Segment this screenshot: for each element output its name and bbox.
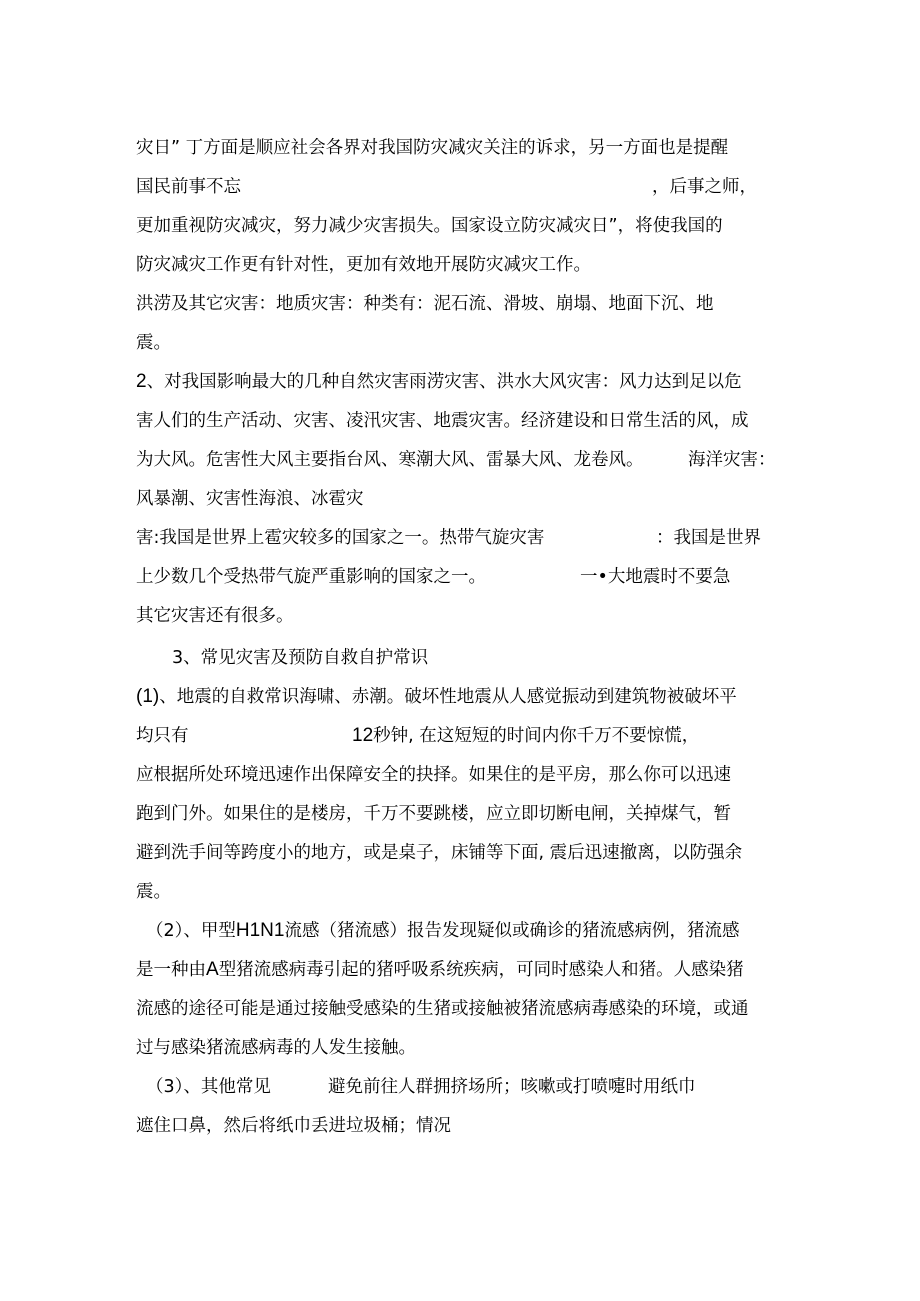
- text-line: [136, 958, 744, 982]
- text-span: （2）、甲型: [146, 921, 236, 941]
- text-line: [328, 1075, 696, 1099]
- text-span: 型猪流感病毒引起的猪呼吸系统疾病，可同时感染人和猪。人感染猪: [218, 960, 744, 980]
- text-line: [136, 802, 731, 826]
- text-line: [136, 175, 241, 199]
- text-span: 海洋灾害：: [688, 450, 776, 470]
- section-number: (1): [136, 686, 160, 707]
- text-span: 防灾减灾工作更有针对性，更加有效地开展防灾减灾工作。: [136, 255, 591, 275]
- text-line: [136, 724, 189, 748]
- text-line: [136, 292, 714, 316]
- text-line: [136, 997, 749, 1021]
- text-span: 洪涝及其它灾害：地质灾害：种类有：泥石流、滑坡、崩塌、地面下沉、地: [136, 294, 714, 314]
- text-span: ，后事之师，: [652, 177, 757, 197]
- text-line: [136, 685, 737, 709]
- text-line: [136, 214, 723, 238]
- text-span: 震。: [136, 333, 171, 353]
- text-span: 害人们的生产活动、灾害、凌汛灾害、地震灾害。经济建设和日常生活的风，成: [136, 411, 749, 431]
- text-line: [136, 136, 728, 160]
- text-line: [136, 409, 749, 433]
- text-line: [136, 604, 294, 628]
- text-span: 、对我国影响最大的几种自然灾害雨涝灾害、洪水大风灾害：风力达到足以危: [146, 372, 742, 392]
- text-span: 流感（猪流感）报告发现疑似或确诊的猪流感病例，猪流感: [284, 921, 740, 941]
- text-line: [136, 841, 742, 865]
- text-span: 其它灾害还有很多。: [136, 606, 294, 626]
- text-line: [146, 919, 739, 943]
- text-span: 均只有: [136, 726, 189, 746]
- text-span: 更加重视防灾减灾，努力减少灾害损失。国家设立防灾减灾日”，将使我国的: [136, 216, 723, 236]
- text-span: 、地震的自救常识海啸、赤潮。破坏性地震从人感觉振动到建筑物被破坏平: [159, 687, 737, 707]
- text-line: [136, 880, 171, 904]
- text-span: 是一种由: [136, 960, 206, 980]
- text-line: [652, 175, 757, 199]
- text-line: [656, 526, 761, 550]
- text-line: [136, 526, 544, 550]
- text-line: [136, 565, 486, 589]
- text-line: [688, 448, 776, 472]
- text-span: 秒钟, 在这短短的时间内你千万不要惊慌，: [373, 726, 700, 746]
- text-span: 害:我国是世界上雹灾较多的国家之一。热带气旋灾害: [136, 528, 545, 548]
- text-line: [136, 448, 644, 472]
- section-number: 2: [136, 371, 147, 392]
- text-span: 国民前事不忘: [136, 177, 241, 197]
- text-line: [146, 1075, 271, 1099]
- text-line: [580, 565, 730, 589]
- text-line: [136, 763, 731, 787]
- text-span: 为大风。危害性大风主要指台风、寒潮大风、雷暴大风、龙卷风。: [136, 450, 644, 470]
- text-span: 跑到门外。如果住的是楼房，千万不要跳楼，应立即切断电闸，关掉煤气，暂: [136, 804, 731, 824]
- text-line: [352, 724, 699, 748]
- text-line: [136, 370, 742, 394]
- text-line: [136, 487, 364, 511]
- text-span: 上少数几个受热带气旋严重影响的国家之一。: [136, 567, 486, 587]
- section-heading: [172, 646, 428, 670]
- text-span: ：我国是世界: [656, 528, 761, 548]
- text-line: [136, 1114, 451, 1138]
- text-span: 3、常见灾害及预防自救自护常识: [172, 648, 429, 668]
- text-span: 一•大地震时不要急: [580, 567, 731, 587]
- text-span: 灾日” 丁方面是顺应社会各界对我国防灾减灾关注的诉求，另一方面也是提醒: [136, 138, 729, 158]
- text-line: [136, 331, 171, 355]
- text-span: 流感的途径可能是通过接触受感染的生猪或接触被猪流感病毒感染的环境，或通: [136, 999, 749, 1019]
- text-span: 遮住口鼻，然后将纸巾丢进垃圾桶；情况: [136, 1116, 451, 1136]
- number-span: H1N1: [235, 920, 285, 941]
- text-span: 避免前往人群拥挤场所；咳嗽或打喷嚏时用纸巾: [328, 1077, 696, 1097]
- text-span: 过与感染猪流感病毒的人发生接触。: [136, 1038, 416, 1058]
- number-span: A: [206, 959, 219, 980]
- text-span: （3）、其他常见: [146, 1077, 271, 1097]
- text-line: [136, 1036, 416, 1060]
- text-span: 风暴潮、灾害性海浪、冰雹灾: [136, 489, 364, 509]
- text-span: 震。: [136, 882, 171, 902]
- text-line: [136, 253, 591, 277]
- number-span: 12: [352, 725, 374, 746]
- text-span: 应根据所处环境迅速作出保障安全的抉择。如果住的是平房，那么你可以迅速: [136, 765, 731, 785]
- text-span: 避到洗手间等跨度小的地方，或是桌子，床铺等下面, 震后迅速撤离，以防强余: [136, 843, 743, 863]
